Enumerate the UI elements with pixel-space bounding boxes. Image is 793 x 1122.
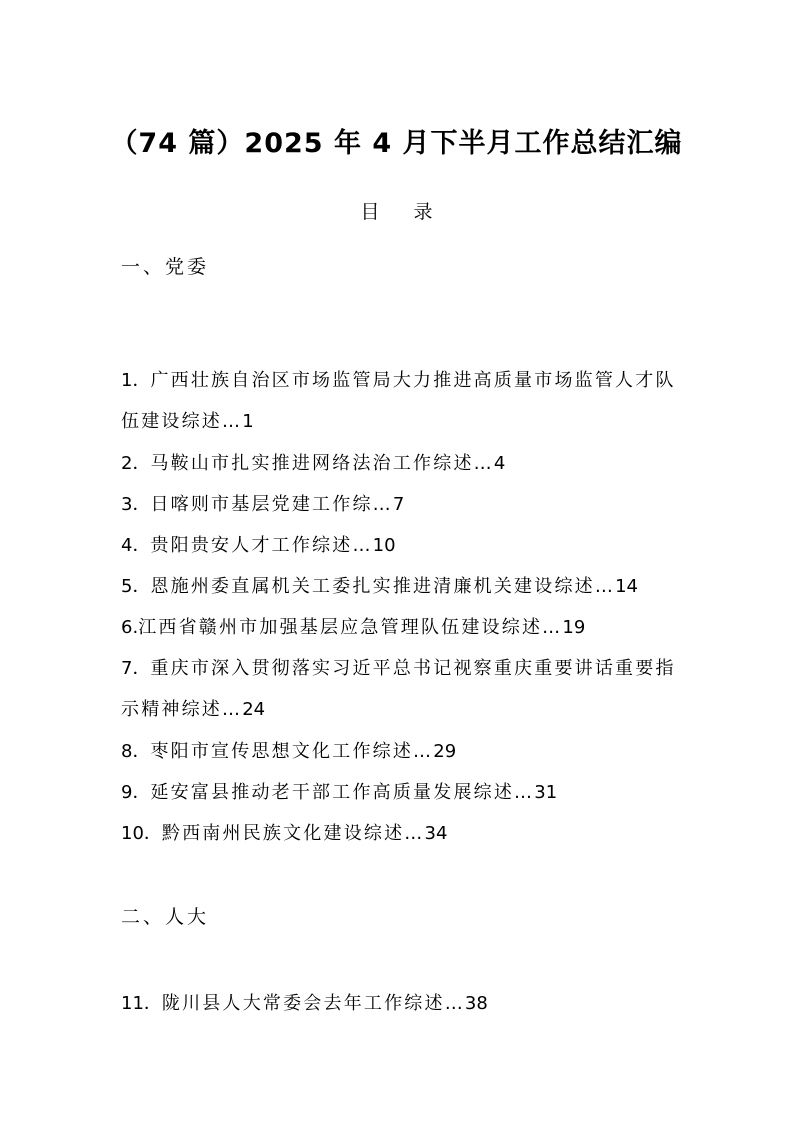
entry-page-number: 1 <box>242 411 254 432</box>
section-heading: 二、人大 <box>121 906 210 928</box>
entry-page-number: 38 <box>464 993 488 1014</box>
entry-number: 9． <box>121 782 151 803</box>
entry-number: 5． <box>121 576 151 597</box>
entry-page-number: 29 <box>433 741 457 762</box>
entry-number: 6. <box>121 617 139 638</box>
entry-title: 日喀则市基层党建工作综… <box>150 494 393 515</box>
entry-number: 8． <box>121 741 151 762</box>
entry-title: 陇川县人大常委会去年工作综述… <box>161 993 465 1014</box>
entry-title: 枣阳市宣传思想文化工作综述… <box>150 741 434 762</box>
toc-entry[interactable] <box>121 772 677 813</box>
toc-entry[interactable] <box>121 360 677 442</box>
entry-title: 江西省赣州市加强基层应急管理队伍建设综述… <box>138 617 563 638</box>
entry-page-number: 34 <box>424 823 448 844</box>
entry-number: 11． <box>121 993 162 1014</box>
toc-entry[interactable] <box>121 525 677 566</box>
entry-page-number: 4 <box>493 453 506 474</box>
entry-page-number: 7 <box>392 494 405 515</box>
section-heading: 一、党委 <box>121 256 210 278</box>
entry-page-number: 31 <box>534 782 558 803</box>
toc-entry[interactable] <box>121 443 677 484</box>
entry-title: 马鞍山市扎实推进网络法治工作综述… <box>150 453 494 474</box>
entry-number: 2． <box>121 453 151 474</box>
entry-title: 延安富县推动老干部工作高质量发展综述… <box>150 782 535 803</box>
toc-entry[interactable] <box>121 983 677 1024</box>
entry-title: 恩施州委直属机关工委扎实推进清廉机关建设综述… <box>150 576 616 597</box>
toc-entry[interactable] <box>121 813 677 854</box>
entry-number: 1． <box>121 370 151 391</box>
toc-entry[interactable] <box>121 607 677 648</box>
entry-number: 10． <box>121 823 162 844</box>
entry-page-number: 24 <box>242 699 266 720</box>
entry-title: 重庆市深入贯彻落实习近平总书记视察重庆重要讲话重要指示精神综述… <box>121 658 676 720</box>
entry-title: 黔西南州民族文化建设综述… <box>161 823 425 844</box>
entry-title: 贵阳贵安人才工作综述… <box>150 535 373 556</box>
document-title: （74 篇）2025 年 4 月下半月工作总结汇编 <box>110 128 683 159</box>
toc-entry[interactable] <box>121 731 677 772</box>
entry-number: 4． <box>121 535 151 556</box>
toc-entry[interactable] <box>121 484 677 525</box>
toc-heading: 目 录 <box>360 201 447 223</box>
entry-number: 7． <box>121 658 151 679</box>
entry-page-number: 10 <box>372 535 396 556</box>
entry-page-number: 14 <box>615 576 638 597</box>
toc-entry[interactable] <box>121 566 677 607</box>
entry-title: 广西壮族自治区市场监管局大力推进高质量市场监管人才队伍建设综述… <box>121 370 676 432</box>
entry-number: 3． <box>121 494 151 515</box>
toc-entry[interactable] <box>121 648 677 730</box>
entry-page-number: 19 <box>562 617 586 638</box>
